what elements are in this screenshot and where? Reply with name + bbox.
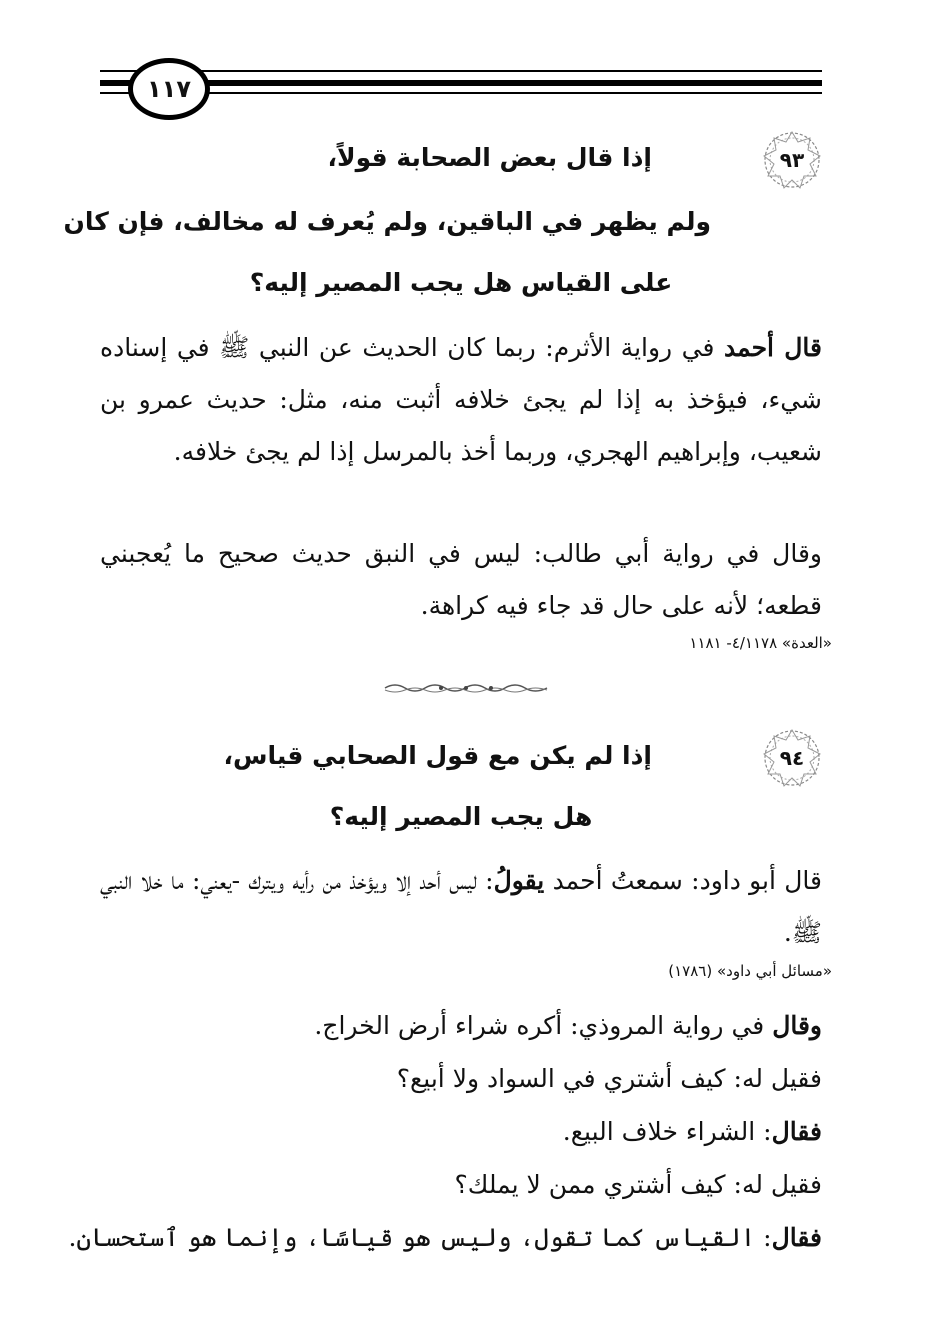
- question-title-line: على القياس هل يجب المصير إليه؟: [249, 268, 673, 297]
- question-number-badge: [760, 128, 824, 192]
- dialogue-text: في رواية المروذي: أكره شراء أرض الخراج.: [314, 1011, 773, 1040]
- source-citation: «العدة» ٤/١١٧٨- ١١٨١: [689, 634, 832, 652]
- question-title-line: هل يجب المصير إليه؟: [329, 802, 593, 831]
- paragraph-text: : ليس أحد إلا ويؤخذ من رأيه ويترك -يعني: ما خلا النبي ﷺ.: [100, 866, 822, 947]
- paragraph-text: قال أبو داود: سمعتُ أحمد: [544, 866, 822, 895]
- dialogue-line: [314, 1000, 822, 1052]
- bold-word: يقولُ: [493, 866, 545, 895]
- question-title-line: إذا قال بعض الصحابة قولاً،: [327, 143, 652, 172]
- dialogue-text: : القياس كما تقول، وليس هو قياسًا، وإنما هو ٱستحسان.: [68, 1223, 772, 1252]
- dialogue-text: : الشراء خلاف البيع.: [562, 1117, 772, 1146]
- speaker-name: قال أحمد: [724, 333, 822, 362]
- paragraph: [100, 855, 822, 959]
- ornament-divider: [383, 681, 549, 695]
- dialogue-line: [563, 1106, 822, 1158]
- dialogue-text: فقيل له: كيف أشتري في السواد ولا أبيع؟: [396, 1064, 822, 1093]
- source-citation: «مسائل أبي داود» (١٧٨٦): [668, 962, 832, 980]
- question-title-line: ولم يظهر في الباقين، ولم يُعرف له مخالف، فإن كان: [63, 207, 711, 236]
- question-number: ٩٣: [779, 148, 805, 172]
- page-number: ١١٧: [128, 58, 210, 120]
- paragraph-text: وقال في رواية أبي طالب: ليس في النبق حديث صحيح ما يُعجبني قطعه؛ لأنه على حال قد جاء فيه كراهة.: [100, 539, 822, 620]
- question-title-line: إذا لم يكن مع قول الصحابي قياس،: [223, 741, 652, 770]
- dialogue-line: [455, 1159, 822, 1211]
- dialogue-speaker: فقال: [771, 1223, 822, 1252]
- dialogue-text: فقيل له: كيف أشتري ممن لا يملك؟: [454, 1170, 822, 1199]
- paragraph: [100, 322, 822, 530]
- dialogue-speaker: وقال: [772, 1011, 822, 1040]
- question-number-badge: [760, 726, 824, 790]
- dialogue-line: [397, 1053, 822, 1105]
- paragraph: [100, 528, 822, 632]
- header-rule-top: [100, 70, 822, 72]
- question-number: ٩٤: [779, 746, 805, 770]
- dialogue-speaker: فقال: [771, 1117, 822, 1146]
- paragraph-text: في رواية الأثرم: ربما كان الحديث عن النبي ﷺ في إسناده شيء، فيؤخذ به إذا لم يجئ خلافه أثبت منه، مثل: حديث عمرو بن شعيب، وإبراهيم الهجري، وربما أخذ بالمرسل إذا لم يجئ خلافه.: [100, 333, 822, 466]
- dialogue-line: [68, 1212, 822, 1264]
